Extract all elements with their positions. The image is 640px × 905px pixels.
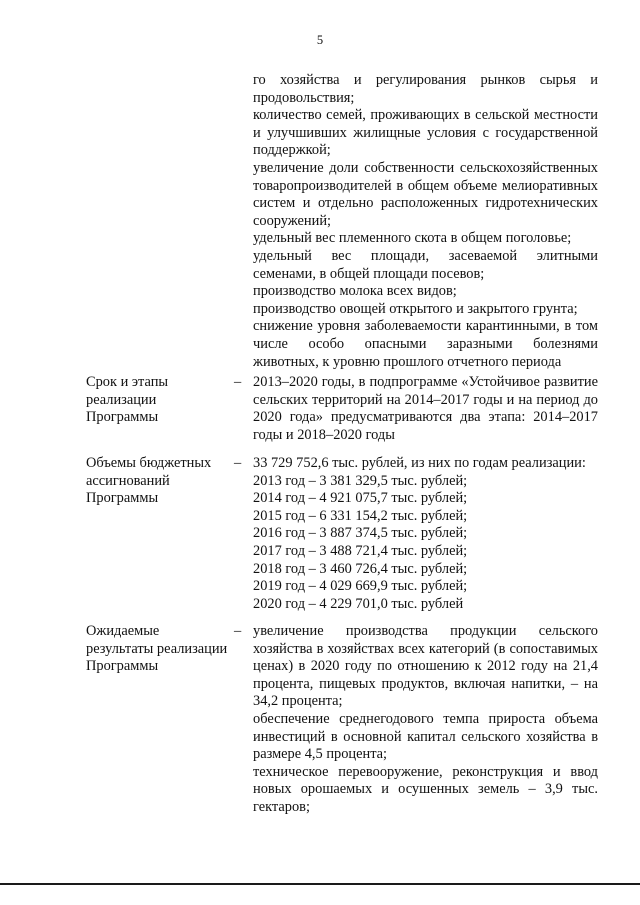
- budget-total: 33 729 752,6 тыс. рублей, из них по годам реализации:: [253, 455, 586, 471]
- results-dash: –: [234, 623, 242, 639]
- budget-year-line: 2020 год – 4 229 701,0 тыс. рублей: [253, 595, 464, 612]
- terms-label: Срок и этапы реализации Программы: [86, 374, 169, 426]
- terms-text: 2013–2020 годы, в подпрограмме «Устойчивое развитие сельских территорий на 2014–2017 годы и на период до 2020 года» предусматриваются два этапа: 2014–2017 годы и 2018–2020 годы: [253, 374, 598, 443]
- budget-year-line: 2014 год – 4 921 075,7 тыс. рублей;: [253, 490, 468, 507]
- results-label: Ожидаемые результаты реализации Программы: [86, 623, 228, 675]
- bottom-rule: [0, 883, 640, 885]
- budget-body: [253, 455, 598, 613]
- budget-year-line: 2018 год – 3 460 726,4 тыс. рублей;: [253, 560, 468, 577]
- budget-year-line: 2016 год – 3 887 374,5 тыс. рублей;: [253, 525, 468, 542]
- budget-year-line: 2013 год – 3 381 329,5 тыс. рублей;: [253, 472, 468, 489]
- result-item: увеличение производства продукции сельского хозяйства в хозяйствах всех категорий (в сопоставимых ценах) в 2020 году по отношению к 2012 году на 21,4 процента, пищевых продуктов, включая напитки, – на 34,2 процента;: [253, 623, 598, 710]
- budget-year-line: 2015 год – 6 331 154,2 тыс. рублей;: [253, 507, 468, 524]
- indicator-item: удельный вес площади, засеваемой элитными семенами, в общей площади посевов;: [253, 247, 598, 282]
- result-item: обеспечение среднегодового темпа прироста объема инвестиций в основной капитал сельского хозяйства в размере 4,5 процента;: [253, 710, 598, 763]
- indicators-continuation: [253, 72, 598, 371]
- budget-year-line: 2017 год – 3 488 721,4 тыс. рублей;: [253, 542, 468, 559]
- result-item: техническое перевооружение, реконструкция и ввод новых орошаемых и осушенных земель – 3,9 тыс. гектаров;: [253, 763, 598, 815]
- results-body: [253, 623, 598, 817]
- indicator-item: производство овощей открытого и закрытого грунта;: [253, 300, 578, 317]
- indicator-item: удельный вес племенного скота в общем поголовье;: [253, 230, 572, 247]
- indicator-item: увеличение доли собственности сельскохозяйственных товаропроизводителей в общем объеме мелиоративных систем и отдельно расположенных гидротехнических сооружений;: [253, 159, 598, 229]
- indicator-item: го хозяйства и регулирования рынков сырья и продовольствия;: [253, 72, 598, 106]
- budget-label: Объемы бюджетных ассигнований Программы: [86, 455, 212, 507]
- page-number: 5: [316, 33, 324, 47]
- budget-dash: –: [234, 455, 242, 471]
- indicator-item: количество семей, проживающих в сельской местности и улучшивших жилищные условия с государственной поддержкой;: [253, 107, 598, 159]
- indicator-item: снижение уровня заболеваемости карантинными, в том числе особо опасными заразными болезнями животных, к уровню прошлого отчетного периода: [253, 318, 598, 370]
- indicator-item: производство молока всех видов;: [253, 283, 457, 300]
- budget-year-line: 2019 год – 4 029 669,9 тыс. рублей;: [253, 578, 468, 595]
- terms-dash: –: [234, 374, 242, 390]
